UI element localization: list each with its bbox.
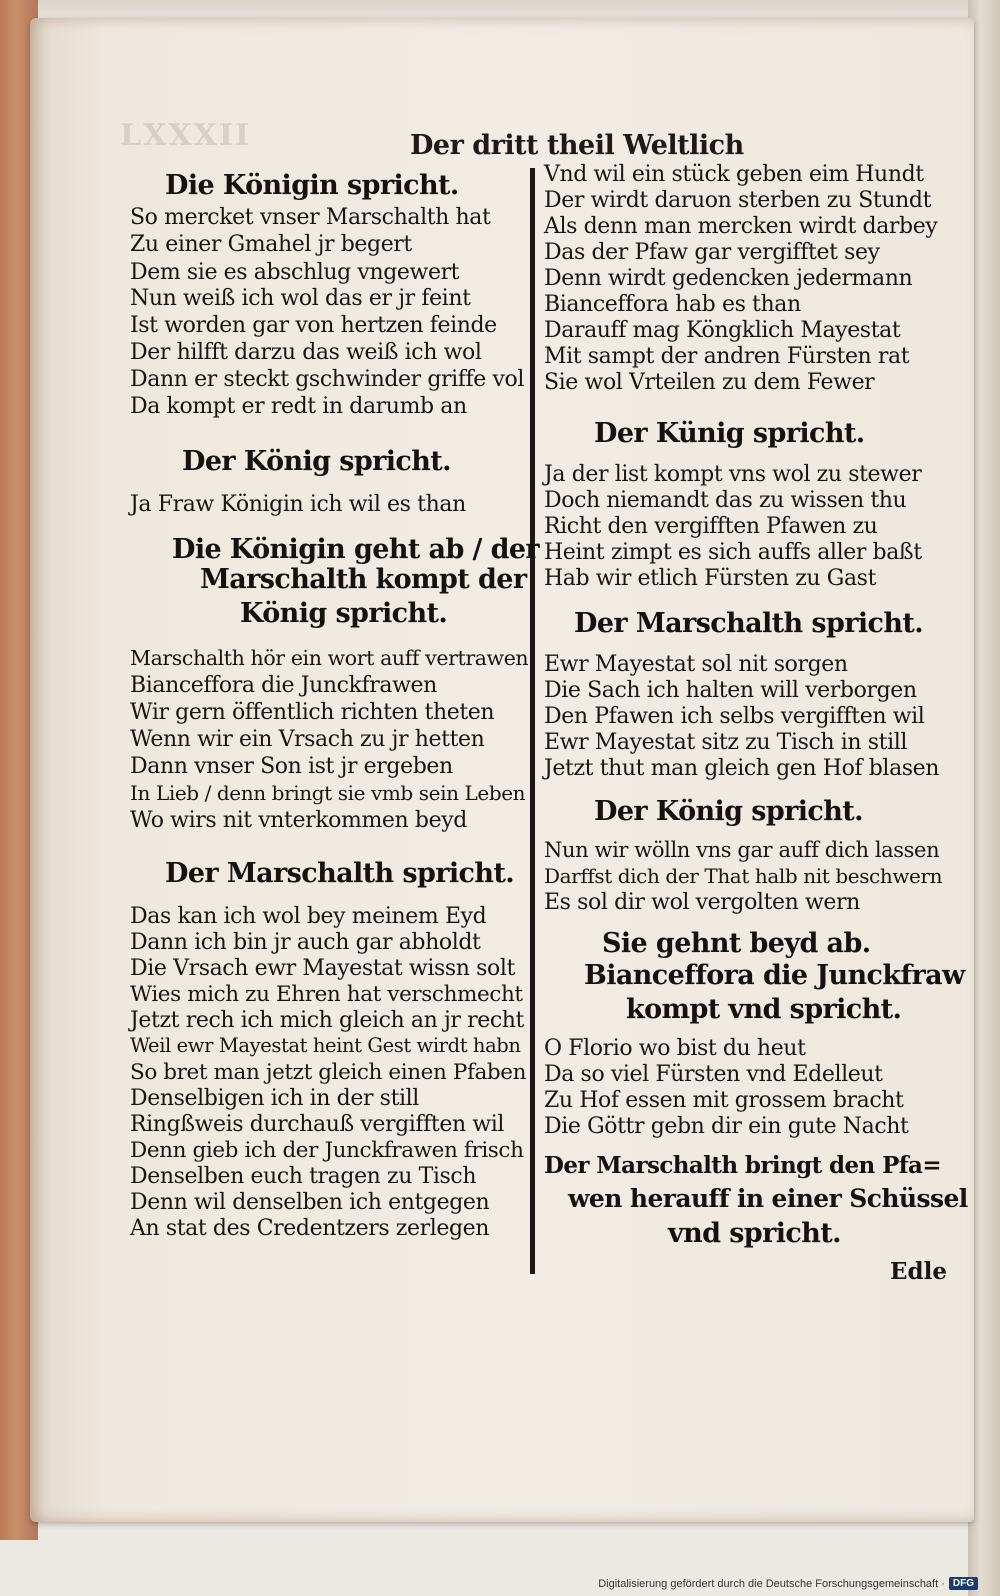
speaker-heading: Bianceffora die Junckfraw xyxy=(584,960,965,991)
speaker-heading: kompt vnd spricht. xyxy=(626,994,902,1025)
verse-line: Der hilfft darzu das weiß ich wol xyxy=(130,340,482,365)
verse-line: An stat des Credentzers zerlegen xyxy=(130,1216,490,1241)
speaker-heading: Der König spricht. xyxy=(182,446,451,477)
speaker-heading: Die Königin geht ab / der xyxy=(172,534,540,565)
running-head: Der dritt theil Weltlich xyxy=(410,130,744,161)
dfg-logo: DFG xyxy=(949,1577,978,1590)
verse-line: Denselben euch tragen zu Tisch xyxy=(130,1164,477,1189)
verse-line: Heint zimpt es sich auffs aller baßt xyxy=(544,540,922,565)
verse-line: Da so viel Fürsten vnd Edelleut xyxy=(544,1062,883,1087)
verse-line: Die Sach ich halten will verborgen xyxy=(544,678,917,703)
speaker-heading: Marschalth kompt der xyxy=(200,564,527,595)
speaker-heading: Der Marschalth bringt den Pfa= xyxy=(544,1152,942,1179)
verse-line: O Florio wo bist du heut xyxy=(544,1036,806,1061)
verse-line: Nun wir wölln vns gar auff dich lassen xyxy=(544,838,940,862)
speaker-heading: Der Marschalth spricht. xyxy=(165,858,515,889)
speaker-heading: Der Marschalth spricht. xyxy=(574,608,924,639)
verse-line: Der wirdt daruon sterben zu Stundt xyxy=(544,188,932,213)
column-divider xyxy=(530,168,535,1274)
verse-line: So bret man jetzt gleich einen Pfaben xyxy=(130,1060,527,1085)
verse-line: Marschalth hör ein wort auff vertrawen xyxy=(130,646,529,670)
speaker-heading: Die Königin spricht. xyxy=(165,170,459,201)
verse-line: Das der Pfaw gar vergifftet sey xyxy=(544,240,880,265)
speaker-heading: Sie gehnt beyd ab. xyxy=(602,928,871,959)
verse-line: Es sol dir wol vergolten wern xyxy=(544,890,860,915)
footer-text: Digitalisierung gefördert durch die Deutsche Forschungsgemeinschaft · xyxy=(598,1577,945,1590)
verse-line: Darauff mag Köngklich Mayestat xyxy=(544,318,901,343)
verse-line: Wies mich zu Ehren hat verschmecht xyxy=(130,982,523,1007)
verse-line: Wir gern öffentlich richten theten xyxy=(130,700,495,725)
verse-line: In Lieb / denn bringt sie vmb sein Leben xyxy=(130,781,526,805)
speaker-heading: vnd spricht. xyxy=(668,1218,841,1249)
verse-line: Denn wil denselben ich entgegen xyxy=(130,1190,490,1215)
verse-line: Zu einer Gmahel jr begert xyxy=(130,232,412,257)
verse-line: Bianceffora hab es than xyxy=(544,292,801,317)
verse-line: Jetzt rech ich mich gleich an jr recht xyxy=(130,1008,524,1033)
verse-line: Dann er steckt gschwinder griffe vol xyxy=(130,367,525,392)
verse-line: Vnd wil ein stück geben eim Hundt xyxy=(544,162,924,187)
verse-line: Wo wirs nit vnterkommen beyd xyxy=(130,808,467,833)
speaker-heading: wen herauff in einer Schüssel xyxy=(568,1184,968,1213)
verse-line: Als denn man mercken wirdt darbey xyxy=(544,214,938,239)
verse-line: Mit sampt der andren Fürsten rat xyxy=(544,344,910,369)
verse-line: Denselbigen ich in der still xyxy=(130,1086,419,1111)
verse-line: Dann vnser Son ist jr ergeben xyxy=(130,754,453,779)
verse-line: Ewr Mayestat sitz zu Tisch in still xyxy=(544,730,907,755)
verse-line: Nun weiß ich wol das er jr feint xyxy=(130,286,471,311)
footer xyxy=(598,1577,978,1590)
verse-line: Ringßweis durchauß vergifften wil xyxy=(130,1112,505,1137)
verse-line: Weil ewr Mayestat heint Gest wirdt habn xyxy=(130,1034,521,1057)
verse-line: Denn wirdt gedencken jedermann xyxy=(544,266,913,291)
verse-line: Richt den vergifften Pfawen zu xyxy=(544,514,878,539)
verse-line: Darffst dich der That halb nit beschwern xyxy=(544,864,943,888)
verse-line: Ja der list kompt vns wol zu stewer xyxy=(544,462,922,487)
verse-line: Das kan ich wol bey meinem Eyd xyxy=(130,904,487,929)
verse-line: Die Vrsach ewr Mayestat wissn solt xyxy=(130,956,515,981)
verse-line: Ist worden gar von hertzen feinde xyxy=(130,313,497,338)
speaker-heading: Der König spricht. xyxy=(594,796,863,827)
verse-line: Ja Fraw Königin ich wil es than xyxy=(130,492,466,517)
verse-line: Wenn wir ein Vrsach zu jr hetten xyxy=(130,727,485,752)
verse-line: Ewr Mayestat sol nit sorgen xyxy=(544,652,848,677)
verse-line: Dann ich bin jr auch gar abholdt xyxy=(130,930,481,955)
verse-line: Dem sie es abschlug vngewert xyxy=(130,260,460,285)
verse-line: Jetzt thut man gleich gen Hof blasen xyxy=(544,756,940,781)
verse-line: So mercket vnser Marschalth hat xyxy=(130,205,491,230)
folio-bleed-through: LXXXII xyxy=(120,118,251,153)
verse-line: Den Pfawen ich selbs vergifften wil xyxy=(544,704,925,729)
speaker-heading: König spricht. xyxy=(240,598,448,629)
catchword: Edle xyxy=(890,1258,947,1285)
verse-line: Bianceffora die Junckfrawen xyxy=(130,673,437,698)
verse-line: Die Göttr gebn dir ein gute Nacht xyxy=(544,1114,909,1139)
verse-line: Zu Hof essen mit grossem bracht xyxy=(544,1088,904,1113)
verse-line: Sie wol Vrteilen zu dem Fewer xyxy=(544,370,875,395)
verse-line: Doch niemandt das zu wissen thu xyxy=(544,488,907,513)
verse-line: Denn gieb ich der Junckfrawen frisch xyxy=(130,1138,524,1163)
speaker-heading: Der Künig spricht. xyxy=(594,418,865,449)
verse-line: Hab wir etlich Fürsten zu Gast xyxy=(544,566,877,591)
verse-line: Da kompt er redt in darumb an xyxy=(130,394,467,419)
